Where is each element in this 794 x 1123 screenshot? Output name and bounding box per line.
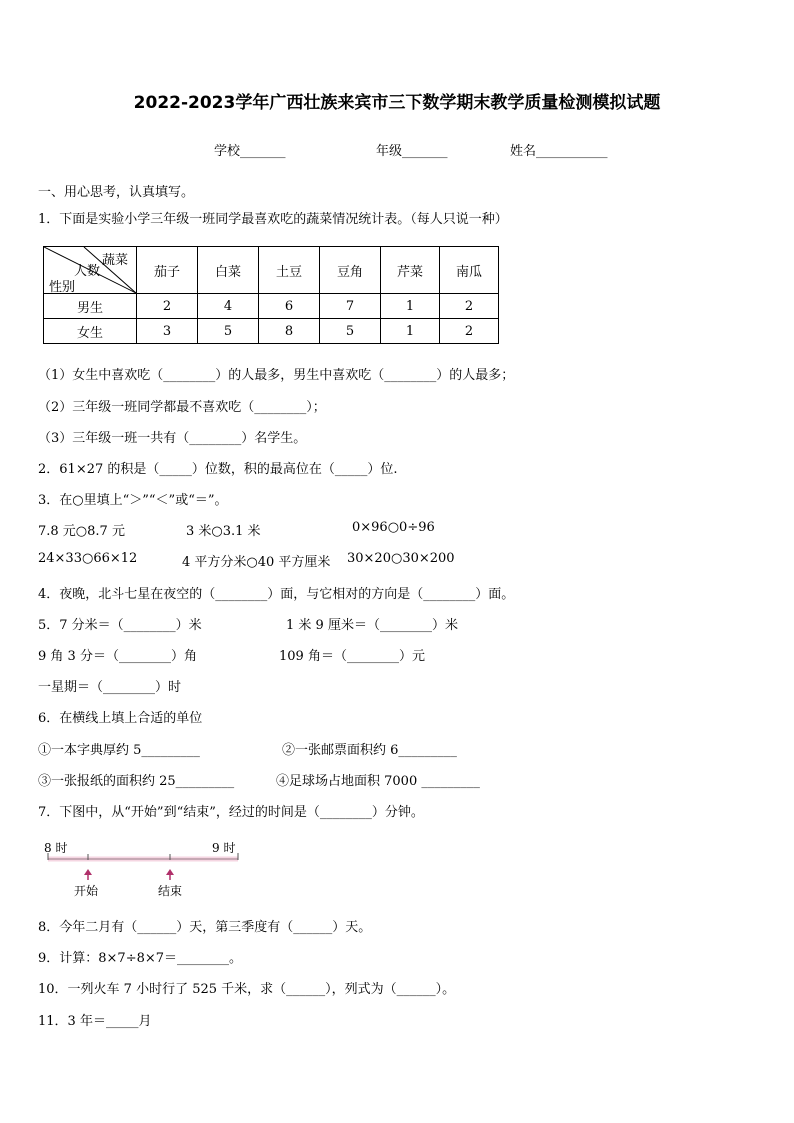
unit-item: ①一本字典厚约 5_________ [38, 743, 200, 758]
school-field: 学校_______ [214, 144, 286, 159]
corner-gender-label: 性别 [49, 280, 76, 295]
timeline-left-label: 8 时 [44, 841, 68, 855]
corner-count-label: 人数 [74, 264, 101, 279]
question-9: 9．计算：8×7÷8×7＝________。 [38, 951, 243, 966]
question-3: 3．在○里填上“＞”“＜”或“＝”。 [38, 493, 228, 508]
column-header: 白菜 [198, 247, 259, 294]
table-cell: 4 [198, 294, 259, 319]
compare-item: 24×33○66×12 [38, 551, 138, 566]
question-2: 2．61×27 的积是（_____）位数，积的最高位在（_____）位. [38, 462, 398, 477]
table-cell: 2 [440, 319, 499, 344]
table-cell: 1 [381, 319, 440, 344]
question-5-e: 一星期＝（________）时 [38, 680, 182, 695]
table-row [44, 319, 499, 344]
column-header: 土豆 [259, 247, 320, 294]
question-4: 4．夜晚，北斗七星在夜空的（________）面，与它相对的方向是（________）面。 [38, 587, 515, 602]
table-cell: 8 [259, 319, 320, 344]
question-7: 7．下图中，从“开始”到“结束”，经过的时间是（________）分钟。 [38, 805, 424, 820]
question-11: 11．3 年＝_____月 [38, 1014, 152, 1029]
column-header: 南瓜 [440, 247, 499, 294]
table-cell: 2 [440, 294, 499, 319]
column-header: 茄子 [137, 247, 198, 294]
question-5-c: 9 角 3 分＝（________）角 [38, 649, 197, 664]
timeline-figure [40, 838, 250, 898]
corner-vegetable-label: 蔬菜 [102, 253, 129, 268]
question-1-1: （1）女生中喜欢吃（________）的人最多，男生中喜欢吃（________）的人最多； [38, 368, 515, 383]
compare-item: 7.8 元○8.7 元 [38, 524, 125, 539]
table-cell: 5 [320, 319, 381, 344]
column-header: 豆角 [320, 247, 381, 294]
question-1-3: （3）三年级一班一共有（________）名学生。 [38, 431, 307, 446]
page-title: 2022-2023学年广西壮族来宾市三下数学期末教学质量检测模拟试题 [133, 93, 661, 113]
section-heading: 一、用心思考，认真填写。 [38, 185, 195, 200]
compare-item: 30×20○30×200 [347, 551, 455, 566]
table-cell: 1 [381, 294, 440, 319]
question-1: 1．下面是实验小学三年级一班同学最喜欢吃的蔬菜情况统计表。（每人只说一种） [38, 212, 508, 227]
unit-item: ④足球场占地面积 7000 _________ [276, 774, 480, 789]
question-5-d: 109 角＝（________）元 [279, 649, 425, 664]
table-cell: 5 [198, 319, 259, 344]
table-cell: 6 [259, 294, 320, 319]
timeline-right-label: 9 时 [212, 841, 236, 855]
table-row [44, 294, 499, 319]
timeline-end-label: 结束 [158, 884, 183, 898]
grade-field: 年级_______ [376, 144, 448, 159]
table-cell: 2 [137, 294, 198, 319]
unit-item: ②一张邮票面积约 6_________ [282, 743, 457, 758]
compare-item: 4 平方分米○40 平方厘米 [182, 555, 331, 570]
vegetable-stat-table [43, 246, 499, 344]
question-5-b: 1 米 9 厘米＝（________）米 [286, 618, 458, 633]
unit-item: ③一张报纸的面积约 25_________ [38, 774, 235, 789]
table-corner-cell [44, 247, 137, 294]
name-field: 姓名___________ [510, 144, 608, 159]
table-cell: 3 [137, 319, 198, 344]
compare-item: 0×96○0÷96 [352, 520, 435, 535]
compare-item: 3 米○3.1 米 [186, 524, 261, 539]
question-1-2: （2）三年级一班同学都最不喜欢吃（________）； [38, 400, 326, 415]
table-cell: 7 [320, 294, 381, 319]
question-6: 6．在横线上填上合适的单位 [38, 711, 203, 726]
row-label: 男生 [44, 294, 137, 319]
question-10: 10．一列火车 7 小时行了 525 千米，求（______），列式为（______）。 [38, 982, 456, 997]
row-label: 女生 [44, 319, 137, 344]
column-header: 芹菜 [381, 247, 440, 294]
question-5: 5．7 分米＝（________）米 [38, 618, 202, 633]
timeline-start-label: 开始 [74, 884, 99, 898]
question-8: 8．今年二月有（______）天，第三季度有（______）天。 [38, 920, 372, 935]
